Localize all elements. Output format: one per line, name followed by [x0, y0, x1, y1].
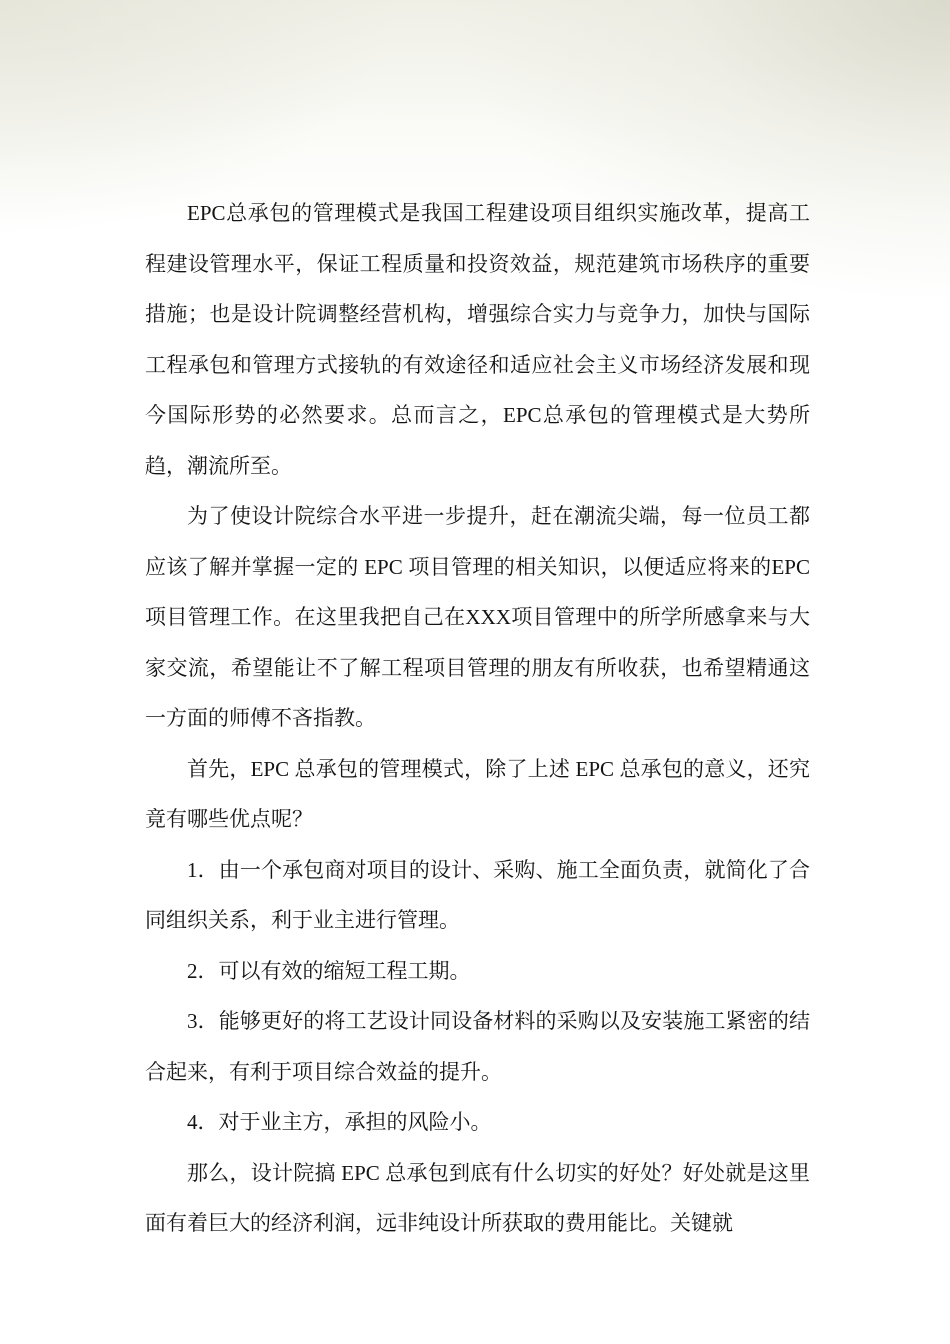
list-item-2: 2．可以有效的缩短工程工期。: [187, 958, 471, 983]
paragraph-benefit: 那么，设计院搞 EPC 总承包到底有什么切实的好处？好处就是这里面有着巨大的经济利润，远非纯设计所获取的费用能比。关键就: [145, 1160, 810, 1235]
paragraph-intro: EPC总承包的管理模式是我国工程建设项目组织实施改革，提高工程建设管理水平，保证工程质量和投资效益，规范建筑市场秩序的重要措施；也是设计院调整经营机构，增强综合实力与竞争力，加快与国际工程承包和管理方式接轨的有效途径和适应社会主义市场经济发展和现今国际形势的必然要求。总而言之，EPC总承包的管理模式是大势所趋，潮流所至。: [145, 201, 810, 478]
list-item-4: 4．对于业主方，承担的风险小。: [187, 1110, 492, 1134]
paragraph-question: 首先，EPC 总承包的管理模式，除了上述 EPC 总承包的意义，还究竟有哪些优点呢？: [145, 756, 810, 831]
document-body: [145, 188, 810, 1249]
paragraph-purpose: 为了使设计院综合水平进一步提升，赶在潮流尖端，每一位员工都应该了解并掌握一定的 EPC 项目管理的相关知识，以便适应将来的EPC项目管理工作。在这里我把自己在XXX项目管理中的所学所感拿来与大家交流，希望能让不了解工程项目管理的朋友有所收获，也希望精通这一方面的师傅不吝指教。: [145, 504, 810, 730]
list-item-3: 3．能够更好的将工艺设计同设备材料的采购以及安装施工紧密的结合起来，有利于项目综合效益的提升。: [145, 1009, 810, 1084]
list-item-1: 1．由一个承包商对项目的设计、采购、施工全面负责，就简化了合同组织关系，利于业主进行管理。: [145, 857, 810, 932]
